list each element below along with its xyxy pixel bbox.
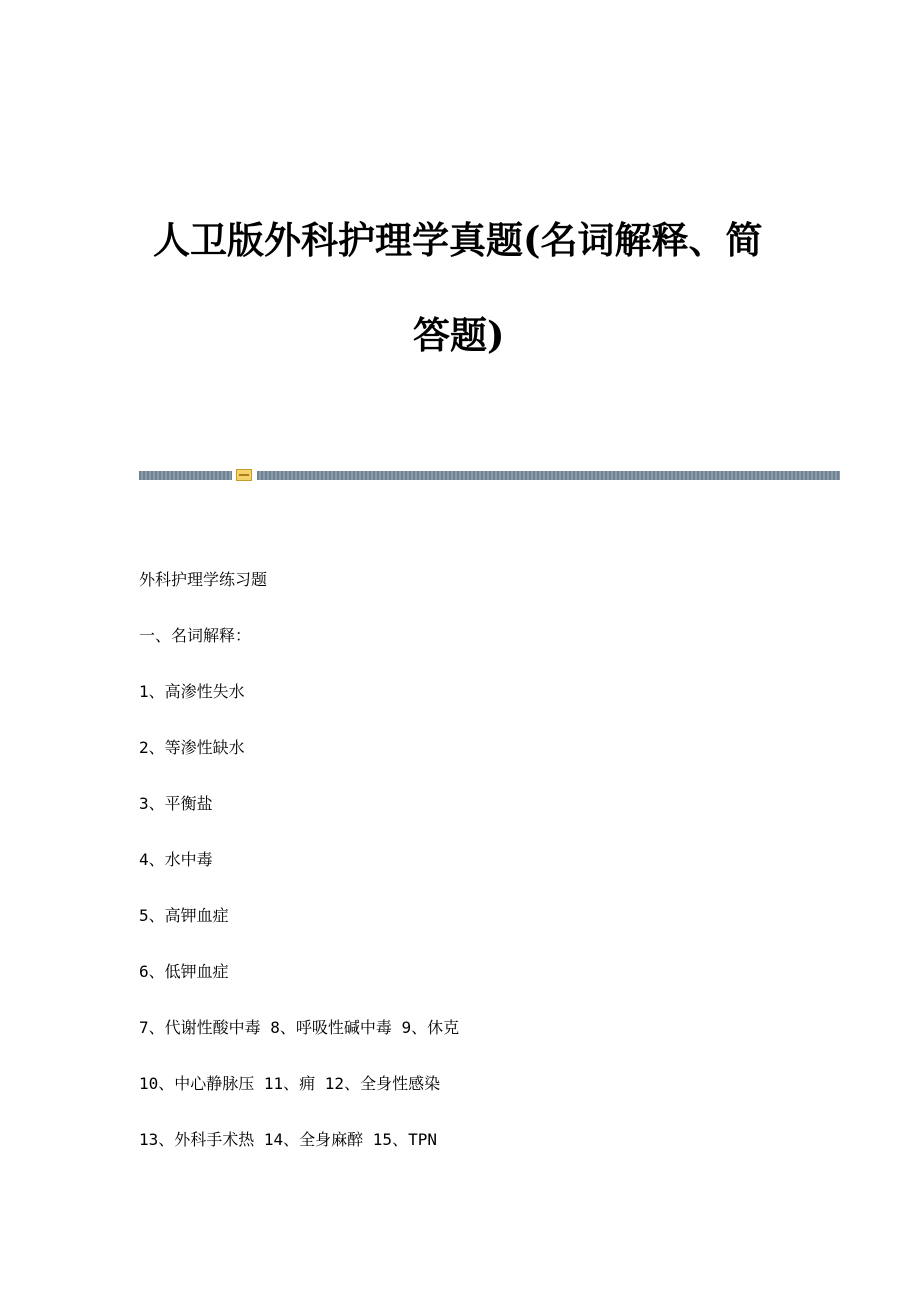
divider-badge-icon xyxy=(236,469,252,481)
list-item: 13、外科手术热 14、全身麻醉 15、TPN xyxy=(139,1130,437,1149)
title-line-2: 答题) xyxy=(413,313,505,357)
divider-right xyxy=(257,471,840,480)
list-item: 2、等渗性缺水 xyxy=(139,738,245,757)
list-item: 1、高渗性失水 xyxy=(139,682,245,701)
list-item: 10、中心静脉压 11、痈 12、全身性感染 xyxy=(139,1074,441,1093)
divider-left xyxy=(139,471,232,480)
list-item: 4、水中毒 xyxy=(139,850,213,869)
list-item: 6、低钾血症 xyxy=(139,962,229,981)
section-heading: 外科护理学练习题 xyxy=(139,570,268,589)
title-line-1: 人卫版外科护理学真题(名词解释、简 xyxy=(153,218,763,262)
list-item: 3、平衡盐 xyxy=(139,794,213,813)
list-item: 7、代谢性酸中毒 8、呼吸性碱中毒 9、休克 xyxy=(139,1018,460,1037)
list-item: 5、高钾血症 xyxy=(139,906,229,925)
part-heading: 一、名词解释： xyxy=(139,626,252,645)
